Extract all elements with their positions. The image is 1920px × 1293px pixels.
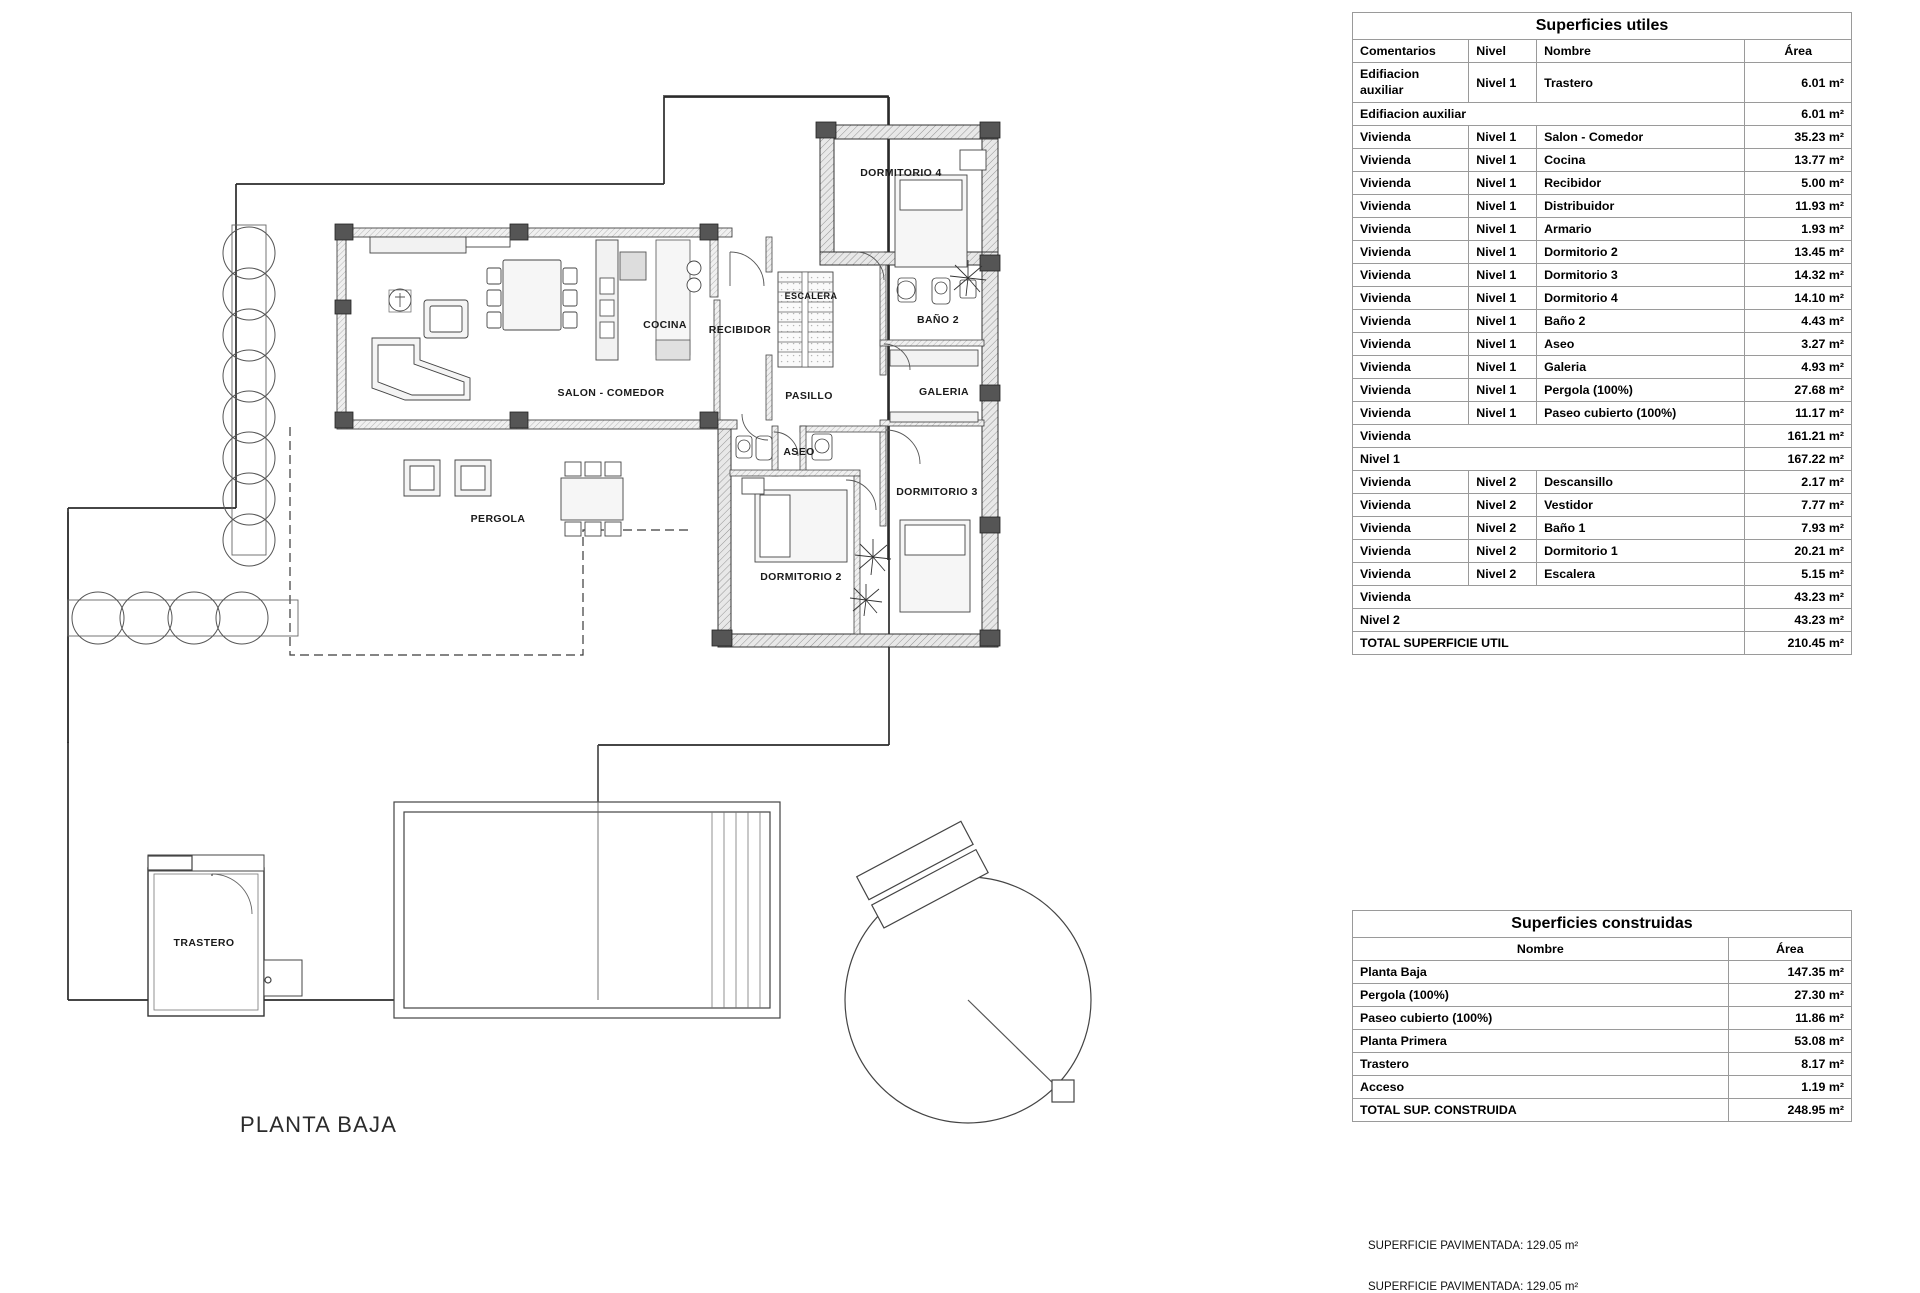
room-label: DORMITORIO 2 xyxy=(760,571,842,583)
cell-comentarios: Vivienda xyxy=(1353,471,1469,494)
cell-area: 11.86 m² xyxy=(1728,1007,1851,1030)
cell-comentarios: Vivienda xyxy=(1353,287,1469,310)
room-label: ESCALERA xyxy=(784,291,838,301)
cell-nivel: Nivel 1 xyxy=(1469,379,1537,402)
cell-area: 20.21 m² xyxy=(1745,540,1852,563)
cell-comentarios: Vivienda xyxy=(1353,172,1469,195)
cell-total-area: 210.45 m² xyxy=(1745,632,1852,655)
driveway-turn-circle xyxy=(845,821,1091,1123)
table-row xyxy=(1353,195,1852,218)
utiles-header-row xyxy=(1353,40,1852,63)
trastero-building xyxy=(148,855,302,1016)
construidas-title: Superficies construidas xyxy=(1353,911,1852,938)
cell-nivel: Nivel 2 xyxy=(1469,540,1537,563)
cell-area: 161.21 m² xyxy=(1745,425,1852,448)
room-label: ASEO xyxy=(783,446,815,458)
cell-nivel: Nivel 1 xyxy=(1469,310,1537,333)
room-label: DORMITORIO 4 xyxy=(860,167,942,179)
tree-row-left xyxy=(223,225,275,566)
construidas-table xyxy=(1352,910,1852,1122)
cell-area: 6.01 m² xyxy=(1745,63,1852,103)
cell-nivel: Nivel 1 xyxy=(1469,172,1537,195)
cell-nivel: Nivel 1 xyxy=(1469,287,1537,310)
room-label: PERGOLA xyxy=(470,513,526,525)
swimming-pool xyxy=(394,802,780,1018)
room-label: GALERIA xyxy=(918,386,970,398)
cell-area: 4.43 m² xyxy=(1745,310,1852,333)
table-row xyxy=(1353,1076,1852,1099)
cell-nombre: Dormitorio 4 xyxy=(1537,287,1745,310)
table-row xyxy=(1353,149,1852,172)
cell-nombre: Baño 1 xyxy=(1537,517,1745,540)
superficies-construidas-table xyxy=(1352,910,1852,1122)
superficies-utiles-table xyxy=(1352,12,1852,655)
cell-area: 11.93 m² xyxy=(1745,195,1852,218)
table-row xyxy=(1353,379,1852,402)
tree-row-bottom xyxy=(68,592,298,644)
cell-nombre: Distribuidor xyxy=(1537,195,1745,218)
cell-area: 11.17 m² xyxy=(1745,402,1852,425)
table-row-summary xyxy=(1353,103,1852,126)
cell-nombre: Planta Baja xyxy=(1353,961,1729,984)
cell-area: 7.77 m² xyxy=(1745,494,1852,517)
table-row xyxy=(1353,540,1852,563)
cell-nombre: Galeria xyxy=(1537,356,1745,379)
staircase xyxy=(778,272,833,367)
table-row xyxy=(1353,63,1852,103)
header-comentarios: Comentarios xyxy=(1353,40,1469,63)
cell-nombre: Pergola (100%) xyxy=(1353,984,1729,1007)
cell-area: 8.17 m² xyxy=(1728,1053,1851,1076)
construidas-title-row xyxy=(1353,911,1852,938)
table-row-summary xyxy=(1353,586,1852,609)
table-row xyxy=(1353,310,1852,333)
cell-total-label: TOTAL SUPERFICIE UTIL xyxy=(1353,632,1745,655)
cell-area: 5.15 m² xyxy=(1745,563,1852,586)
cell-comentarios: Vivienda xyxy=(1353,540,1469,563)
cell-nombre: Baño 2 xyxy=(1537,310,1745,333)
cell-comentarios: Vivienda xyxy=(1353,218,1469,241)
header-area: Área xyxy=(1728,938,1851,961)
cell-area: 43.23 m² xyxy=(1745,609,1852,632)
table-row xyxy=(1353,984,1852,1007)
paved-surface-note: SUPERFICIE PAVIMENTADA: 129.05 m² xyxy=(1368,1281,1579,1293)
cell-nivel: Nivel 1 xyxy=(1469,149,1537,172)
cell-nombre: Trastero xyxy=(1537,63,1745,103)
table-row-summary xyxy=(1353,448,1852,471)
cell-nombre: Acceso xyxy=(1353,1076,1729,1099)
table-row xyxy=(1353,126,1852,149)
cell-nombre: Escalera xyxy=(1537,563,1745,586)
cell-area: 3.27 m² xyxy=(1745,333,1852,356)
cell-summary-label: Vivienda xyxy=(1353,586,1745,609)
cell-summary-label: Edifiacion auxiliar xyxy=(1353,103,1745,126)
table-row xyxy=(1353,1007,1852,1030)
cell-nivel: Nivel 2 xyxy=(1469,494,1537,517)
cell-comentarios: Vivienda xyxy=(1353,310,1469,333)
cell-nivel: Nivel 1 xyxy=(1469,218,1537,241)
utiles-title: Superficies utiles xyxy=(1353,13,1852,40)
utiles-table xyxy=(1352,12,1852,655)
cell-nombre: Armario xyxy=(1537,218,1745,241)
cell-summary-label: Nivel 1 xyxy=(1353,448,1745,471)
table-row-total xyxy=(1353,1099,1852,1122)
cell-nivel: Nivel 1 xyxy=(1469,241,1537,264)
table-row xyxy=(1353,264,1852,287)
header-nivel: Nivel xyxy=(1469,40,1537,63)
table-row xyxy=(1353,241,1852,264)
cell-comentarios: Edifiacion auxiliar xyxy=(1353,63,1469,103)
cell-nombre: Pergola (100%) xyxy=(1537,379,1745,402)
cell-comentarios: Vivienda xyxy=(1353,517,1469,540)
table-row xyxy=(1353,517,1852,540)
cell-nivel: Nivel 1 xyxy=(1469,333,1537,356)
cell-nivel: Nivel 1 xyxy=(1469,126,1537,149)
cell-area: 53.08 m² xyxy=(1728,1030,1851,1053)
cell-comentarios: Vivienda xyxy=(1353,149,1469,172)
room-label: TRASTERO xyxy=(173,937,235,949)
cell-total-label: TOTAL SUP. CONSTRUIDA xyxy=(1353,1099,1729,1122)
cell-comentarios: Vivienda xyxy=(1353,494,1469,517)
cell-comentarios: Vivienda xyxy=(1353,379,1469,402)
construidas-header-row xyxy=(1353,938,1852,961)
cell-area: 5.00 m² xyxy=(1745,172,1852,195)
cell-nivel: Nivel 1 xyxy=(1469,402,1537,425)
table-row xyxy=(1353,471,1852,494)
room-label: DORMITORIO 3 xyxy=(896,486,978,498)
cell-nivel: Nivel 2 xyxy=(1469,517,1537,540)
cell-area: 167.22 m² xyxy=(1745,448,1852,471)
cell-comentarios: Vivienda xyxy=(1353,195,1469,218)
cell-area: 14.10 m² xyxy=(1745,287,1852,310)
cell-area: 2.17 m² xyxy=(1745,471,1852,494)
cell-comentarios: Vivienda xyxy=(1353,264,1469,287)
cell-area: 35.23 m² xyxy=(1745,126,1852,149)
cell-nivel: Nivel 1 xyxy=(1469,264,1537,287)
table-row xyxy=(1353,563,1852,586)
room-label: PASILLO xyxy=(785,390,833,402)
cell-nombre: Trastero xyxy=(1353,1053,1729,1076)
room-label: BAÑO 2 xyxy=(916,314,960,326)
cell-nombre: Salon - Comedor xyxy=(1537,126,1745,149)
table-row xyxy=(1353,287,1852,310)
cell-area: 1.93 m² xyxy=(1745,218,1852,241)
table-row xyxy=(1353,218,1852,241)
cell-nombre: Dormitorio 3 xyxy=(1537,264,1745,287)
table-row xyxy=(1353,494,1852,517)
cell-nivel: Nivel 2 xyxy=(1469,471,1537,494)
cell-nombre: Planta Primera xyxy=(1353,1030,1729,1053)
table-row xyxy=(1353,1053,1852,1076)
cell-nombre: Dormitorio 1 xyxy=(1537,540,1745,563)
table-row-summary xyxy=(1353,609,1852,632)
table-row xyxy=(1353,961,1852,984)
plan-title: PLANTA BAJA xyxy=(240,1112,398,1137)
table-row xyxy=(1353,356,1852,379)
cell-nombre: Aseo xyxy=(1537,333,1745,356)
cell-nivel: Nivel 1 xyxy=(1469,63,1537,103)
room-label: COCINA xyxy=(643,319,687,331)
cell-comentarios: Vivienda xyxy=(1353,333,1469,356)
cell-nombre: Descansillo xyxy=(1537,471,1745,494)
cell-nombre: Cocina xyxy=(1537,149,1745,172)
cell-area: 7.93 m² xyxy=(1745,517,1852,540)
cell-comentarios: Vivienda xyxy=(1353,563,1469,586)
cell-nombre: Vestidor xyxy=(1537,494,1745,517)
cell-summary-label: Vivienda xyxy=(1353,425,1745,448)
cell-area: 43.23 m² xyxy=(1745,586,1852,609)
header-area: Área xyxy=(1745,40,1852,63)
cell-nivel: Nivel 1 xyxy=(1469,195,1537,218)
utiles-title-row xyxy=(1353,13,1852,40)
header-nombre: Nombre xyxy=(1537,40,1745,63)
room-label: SALON - COMEDOR xyxy=(557,387,665,399)
cell-area: 147.35 m² xyxy=(1728,961,1851,984)
cell-area: 27.68 m² xyxy=(1745,379,1852,402)
table-row xyxy=(1353,402,1852,425)
cell-nombre: Paseo cubierto (100%) xyxy=(1537,402,1745,425)
cell-total-area: 248.95 m² xyxy=(1728,1099,1851,1122)
cell-comentarios: Vivienda xyxy=(1353,241,1469,264)
cell-area: 4.93 m² xyxy=(1745,356,1852,379)
cell-nombre: Paseo cubierto (100%) xyxy=(1353,1007,1729,1030)
table-row-summary xyxy=(1353,425,1852,448)
table-row-total xyxy=(1353,632,1852,655)
header-nombre: Nombre xyxy=(1353,938,1729,961)
cell-area: 13.77 m² xyxy=(1745,149,1852,172)
cell-area: 1.19 m² xyxy=(1728,1076,1851,1099)
table-row xyxy=(1353,1030,1852,1053)
cell-comentarios: Vivienda xyxy=(1353,402,1469,425)
bedroom-furniture xyxy=(742,150,986,612)
cell-area: 14.32 m² xyxy=(1745,264,1852,287)
cell-comentarios: Vivienda xyxy=(1353,126,1469,149)
table-row xyxy=(1353,333,1852,356)
cell-nombre: Recibidor xyxy=(1537,172,1745,195)
cell-comentarios: Vivienda xyxy=(1353,356,1469,379)
cell-area: 27.30 m² xyxy=(1728,984,1851,1007)
cell-summary-label: Nivel 2 xyxy=(1353,609,1745,632)
cell-area: 6.01 m² xyxy=(1745,103,1852,126)
table-row xyxy=(1353,172,1852,195)
paved-surface-note-visible: SUPERFICIE PAVIMENTADA: 129.05 m² xyxy=(1368,1240,1579,1252)
cell-nombre: Dormitorio 2 xyxy=(1537,241,1745,264)
cell-nivel: Nivel 1 xyxy=(1469,356,1537,379)
cell-nivel: Nivel 2 xyxy=(1469,563,1537,586)
cell-area: 13.45 m² xyxy=(1745,241,1852,264)
room-label: RECIBIDOR xyxy=(708,324,772,336)
